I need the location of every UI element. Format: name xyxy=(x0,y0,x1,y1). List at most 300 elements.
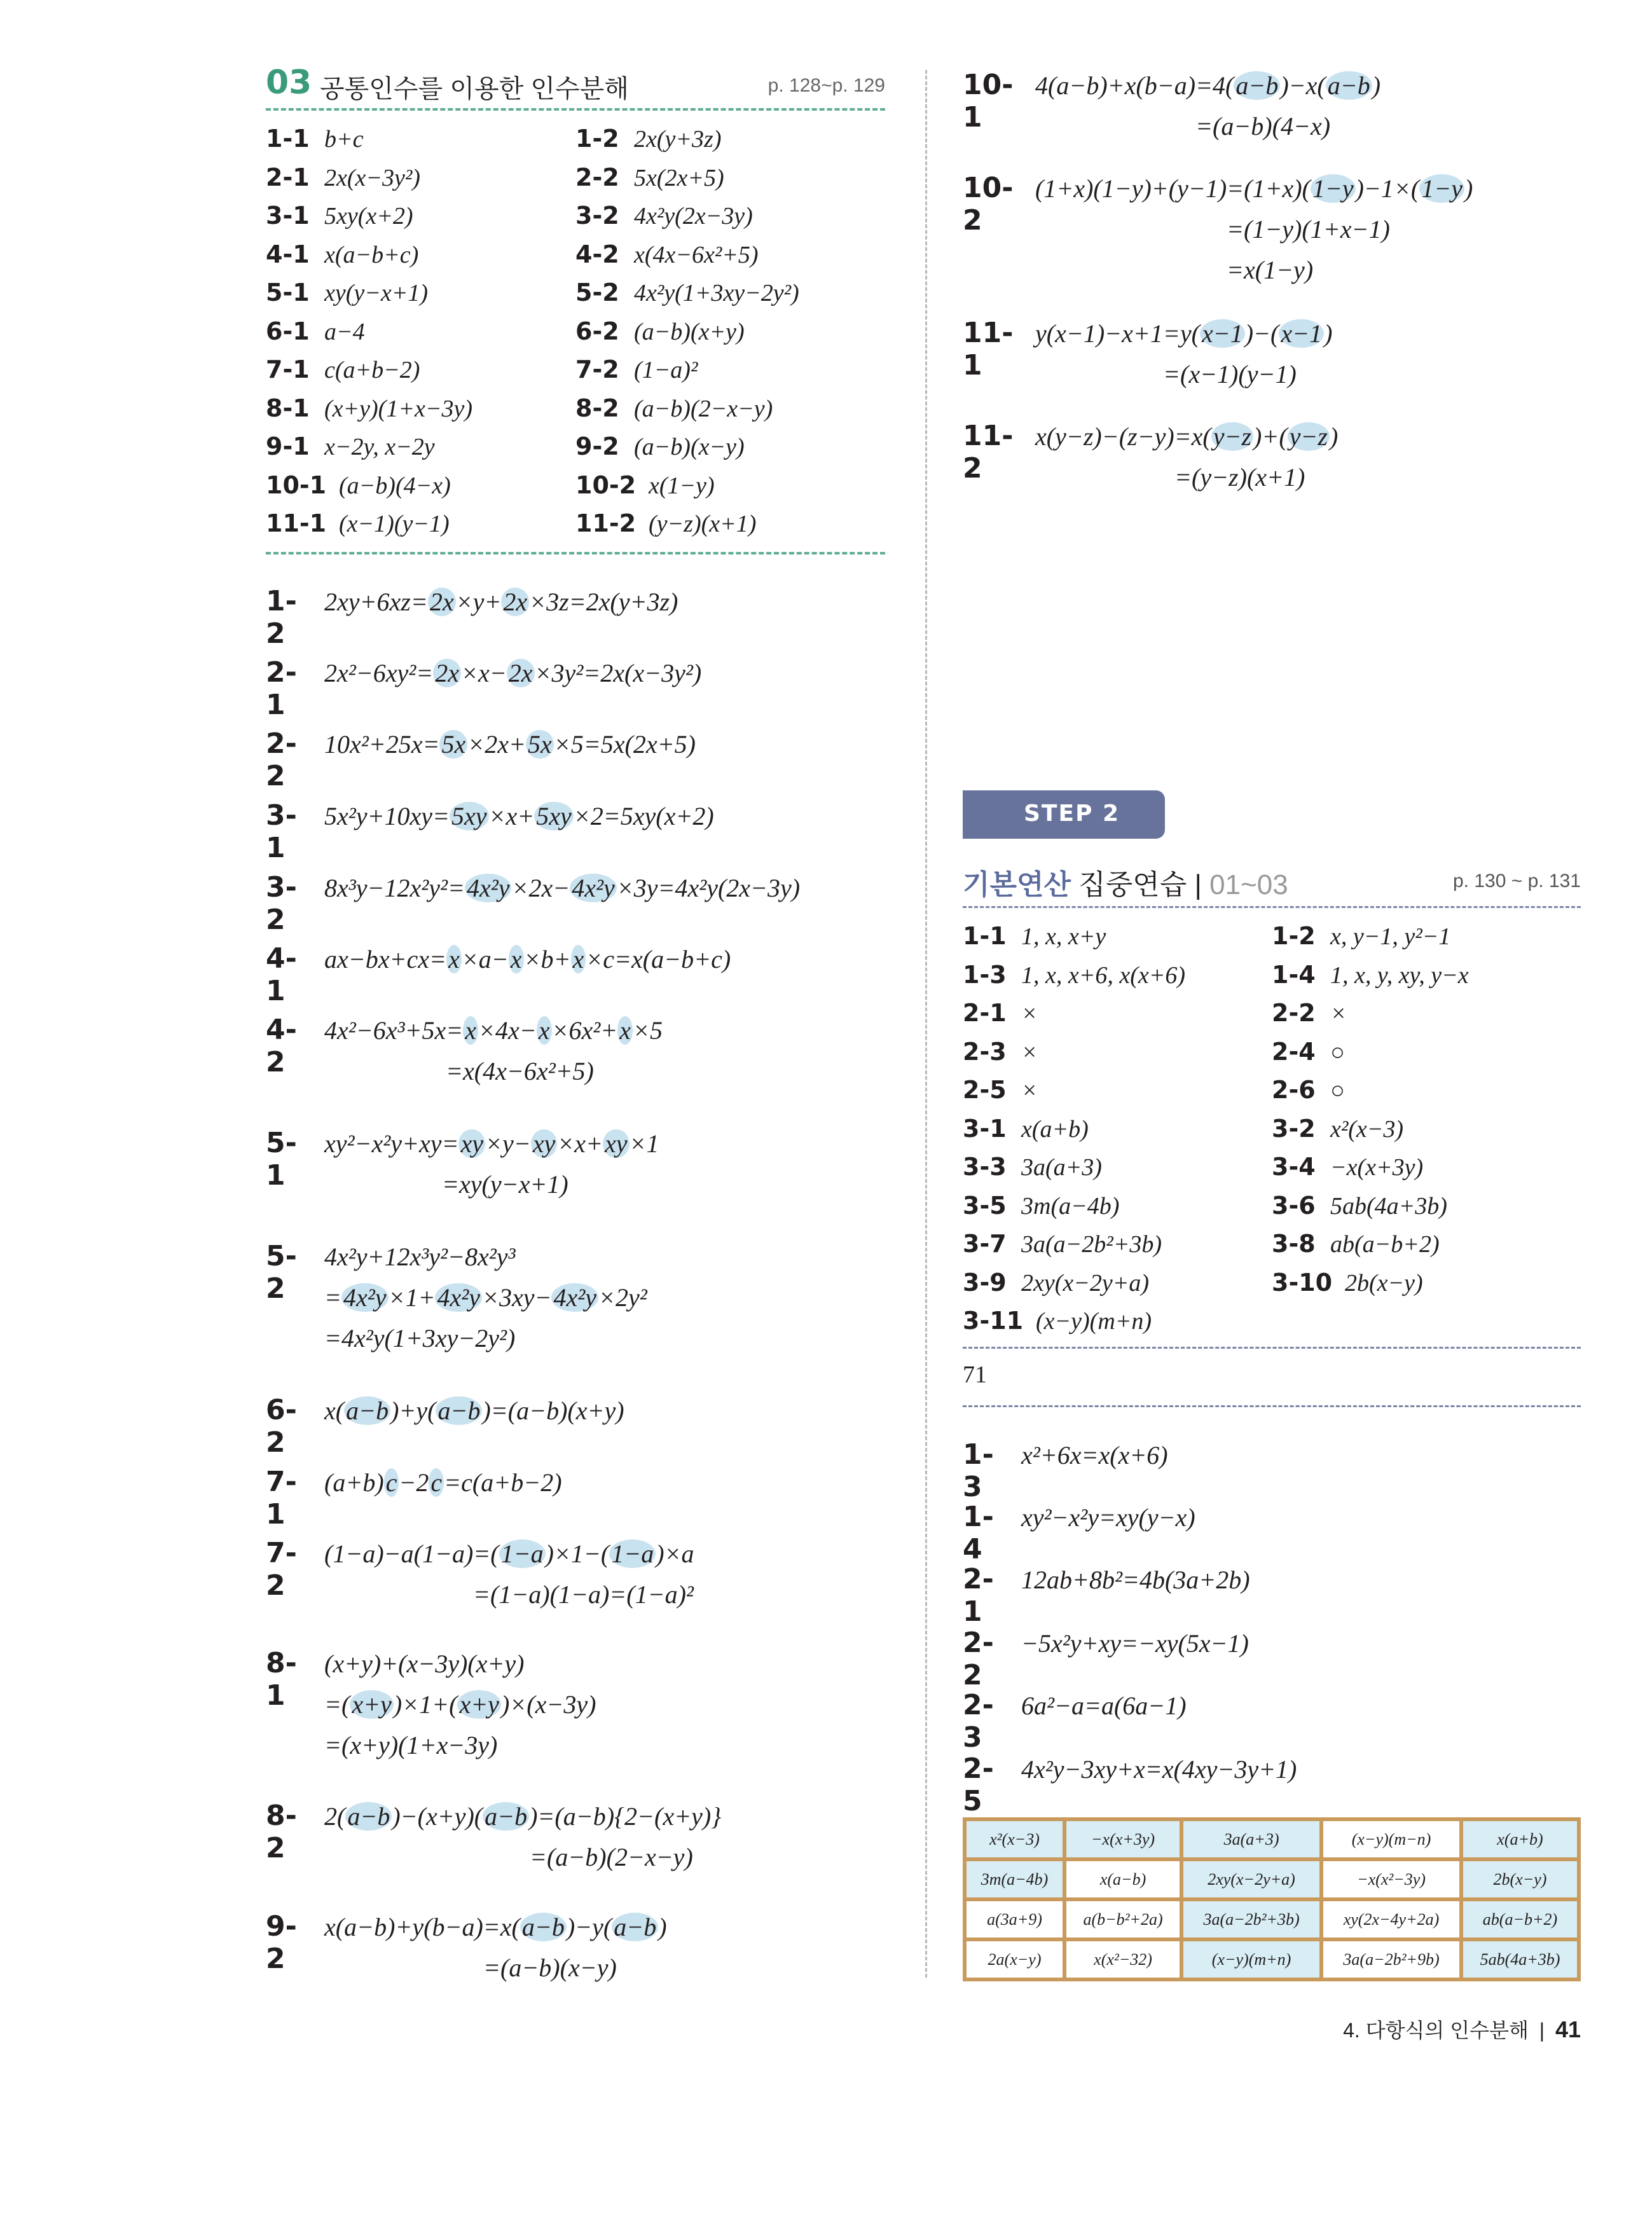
answer-item xyxy=(575,394,773,423)
answer-value: 5x(2x+5) xyxy=(634,164,724,191)
highlighted-term: 5xy xyxy=(450,802,489,830)
answer-value: 4x²y(2x−3y) xyxy=(634,203,753,230)
answer-item xyxy=(1272,1076,1345,1105)
highlighted-term: y−z xyxy=(1211,422,1253,451)
expression-part: 2( xyxy=(324,1802,346,1831)
divider xyxy=(266,108,885,111)
expression-part: ×2y² xyxy=(598,1283,647,1312)
highlighted-term: 2x xyxy=(507,659,535,687)
solution-label: 11-2 xyxy=(963,420,1014,485)
answer-value: (a−b)(x−y) xyxy=(634,434,745,460)
answer-value: (a−b)(4−x) xyxy=(339,472,451,499)
expression-part: =(y−z)(x+1) xyxy=(1174,463,1305,492)
expression-part: )=(a−b){2−(x+y)} xyxy=(529,1802,722,1831)
highlighted-term: a−b xyxy=(483,1802,529,1831)
solution-line xyxy=(1021,1690,1187,1731)
answer-item xyxy=(266,394,472,423)
solution-line xyxy=(1035,214,1473,254)
answer-label: 3-4 xyxy=(1272,1153,1316,1181)
expression-part: ×5=5x(2x+5) xyxy=(553,730,696,759)
solution-label: 3-1 xyxy=(266,799,297,864)
answer-item xyxy=(575,202,753,230)
table-cell: 2a(x−y) xyxy=(965,1939,1064,1979)
table-cell: a(3a+9) xyxy=(965,1899,1064,1939)
step-badge-label: STEP 2 xyxy=(1024,801,1120,827)
answer-item xyxy=(963,961,1185,989)
highlighted-term: 2x xyxy=(428,588,456,616)
answer-label: 5-1 xyxy=(266,279,310,306)
answer-value: 1, x, y, xy, y−x xyxy=(1330,961,1469,989)
table-cell: 3a(a−2b²+3b) xyxy=(1181,1899,1321,1939)
answer-item xyxy=(1272,922,1450,951)
answer-label: 1-2 xyxy=(1272,922,1316,950)
expression-part: ×b+ xyxy=(523,945,571,974)
highlighted-term: a−b xyxy=(344,1396,390,1425)
answer-label: 1-2 xyxy=(575,125,619,153)
answer-value: × xyxy=(1021,1038,1038,1066)
divider xyxy=(963,1347,1581,1349)
highlighted-term: 2x xyxy=(433,659,461,687)
solution-line xyxy=(324,1169,659,1209)
solution-label: 7-2 xyxy=(266,1537,297,1602)
solution-label: 2-1 xyxy=(963,1563,994,1628)
answer-label: 3-1 xyxy=(963,1114,1007,1143)
table-cell: a(b−b²+2a) xyxy=(1064,1899,1181,1939)
answer-label: 7-1 xyxy=(266,355,310,383)
solution-label: 4-2 xyxy=(266,1014,297,1078)
solution-label: 2-2 xyxy=(266,727,297,792)
expression-part: =(a−b)(2−x−y) xyxy=(530,1843,693,1871)
answer-label: 3-5 xyxy=(963,1191,1007,1220)
solution-line xyxy=(1021,1628,1249,1669)
step-badge xyxy=(963,790,1165,839)
highlighted-term: 5xy xyxy=(534,802,574,830)
answer-item xyxy=(963,1115,1089,1143)
expression-part: = xyxy=(324,1283,341,1312)
solution-line xyxy=(324,1128,659,1169)
answer-value: 5ab(4a+3b) xyxy=(1330,1192,1447,1220)
expression-part: ×4x− xyxy=(478,1016,537,1045)
expression-part: ×y− xyxy=(485,1129,531,1158)
expression-part: )−y( xyxy=(566,1913,612,1941)
expression-part: x²+6x=x(x+6) xyxy=(1021,1441,1168,1469)
solution-line xyxy=(1035,318,1332,359)
highlighted-term: c xyxy=(384,1468,399,1497)
solution-label: 1-4 xyxy=(963,1501,994,1566)
page-number: 41 xyxy=(1555,2016,1581,2042)
solution-label: 8-2 xyxy=(266,1800,297,1864)
expression-part: )×(x−3y) xyxy=(500,1690,596,1719)
answer-label: 3-2 xyxy=(575,202,619,230)
solution-line xyxy=(324,1467,562,1508)
solution-label: 2-1 xyxy=(266,656,297,721)
highlighted-term: 5x xyxy=(439,730,467,759)
table-cell: (x−y)(m−n) xyxy=(1321,1819,1461,1859)
solution-line xyxy=(1035,359,1332,399)
solution-lines xyxy=(1035,173,1473,295)
expression-part: y(x−1)−x+1=y( xyxy=(1035,319,1200,348)
solution-lines xyxy=(324,657,701,698)
solution-lines xyxy=(324,1241,647,1363)
solution-line xyxy=(324,801,714,841)
answer-value: x(1−y) xyxy=(649,472,715,499)
solution-line xyxy=(324,657,701,698)
answer-label: 5-2 xyxy=(575,279,619,306)
table-cell: 5ab(4a+3b) xyxy=(1461,1939,1579,1979)
answer-item xyxy=(963,1269,1149,1297)
table-cell: 2xy(x−2y+a) xyxy=(1181,1859,1321,1899)
page-reference: p. 128~p. 129 xyxy=(767,75,885,96)
answer-item xyxy=(266,355,420,384)
table-row xyxy=(965,1939,1579,1979)
table-cell: (x−y)(m+n) xyxy=(1181,1939,1321,1979)
count-value: 71 xyxy=(963,1361,987,1388)
expression-part: −5x²y+xy=−xy(5x−1) xyxy=(1021,1629,1249,1658)
answer-value: (x+y)(1+x−3y) xyxy=(324,395,473,422)
divider xyxy=(266,552,885,554)
table-cell: 2b(x−y) xyxy=(1461,1859,1579,1899)
answer-item xyxy=(266,432,435,461)
solution-line xyxy=(1021,1564,1250,1605)
answer-item xyxy=(266,125,364,153)
solution-line xyxy=(324,872,800,913)
solution-label: 7-1 xyxy=(266,1466,297,1531)
expression-part: ×3y²=2x(x−3y²) xyxy=(534,659,702,687)
highlighted-term: x xyxy=(446,945,462,974)
expression-part: ×y+ xyxy=(455,588,502,616)
answer-item xyxy=(963,922,1106,951)
expression-part: ×5 xyxy=(633,1016,663,1045)
answer-item xyxy=(266,163,420,192)
answer-label: 2-1 xyxy=(963,999,1007,1027)
table-cell: −x(x+3y) xyxy=(1064,1819,1181,1859)
expression-part: =x(1−y) xyxy=(1227,256,1314,284)
step2-heading xyxy=(963,862,1581,900)
answer-item xyxy=(963,1038,1038,1066)
answer-label: 1-1 xyxy=(963,922,1007,950)
answer-label: 3-8 xyxy=(1272,1230,1316,1258)
answer-value: × xyxy=(1021,1077,1038,1104)
highlighted-term: 1−y xyxy=(1311,174,1356,203)
answer-item xyxy=(963,1153,1102,1181)
answer-value: 1, x, x+6, x(x+6) xyxy=(1021,961,1186,989)
expression-part: ×3xy− xyxy=(481,1283,552,1312)
solution-line xyxy=(1035,70,1380,111)
answer-label: 9-1 xyxy=(266,432,310,460)
expression-part: (1−a)−a(1−a)=( xyxy=(324,1539,499,1568)
answer-value: 3a(a−2b²+3b) xyxy=(1021,1231,1162,1258)
highlighted-term: a−b xyxy=(612,1913,658,1941)
answer-value: (1−a)² xyxy=(634,357,698,383)
solution-label: 2-3 xyxy=(963,1689,994,1754)
expression-part: =(a−b)(x−y) xyxy=(483,1953,617,1982)
solution-label: 1-2 xyxy=(266,585,297,650)
answer-value: (x−y)(m+n) xyxy=(1036,1308,1152,1335)
solution-line xyxy=(324,1241,647,1282)
expression-part: =( xyxy=(324,1690,350,1719)
answer-value: 2x(y+3z) xyxy=(634,126,722,153)
solution-line xyxy=(324,586,678,627)
highlighted-term: a−b xyxy=(520,1913,567,1941)
solution-lines xyxy=(324,1801,721,1882)
solution-line xyxy=(1035,173,1473,214)
solution-label: 11-1 xyxy=(963,317,1014,382)
table-cell: x(x²−32) xyxy=(1064,1939,1181,1979)
answer-item xyxy=(266,471,451,500)
answer-item xyxy=(963,1192,1119,1220)
table-cell: 3a(a+3) xyxy=(1181,1819,1321,1859)
answer-value: a−4 xyxy=(324,318,365,345)
answer-value: (a−b)(x+y) xyxy=(634,318,745,345)
solution-lines xyxy=(324,1538,694,1620)
solution-line xyxy=(1021,1440,1168,1480)
solution-label: 4-1 xyxy=(266,942,297,1007)
solution-line xyxy=(324,1911,667,1952)
divider xyxy=(963,906,1581,908)
expression-part: ×1 xyxy=(629,1129,659,1158)
answer-value: 1, x, x+y xyxy=(1021,923,1106,950)
highlighted-term: x xyxy=(537,1016,552,1045)
answer-label: 8-2 xyxy=(575,394,619,422)
solution-lines xyxy=(1021,1440,1168,1480)
solution-lines xyxy=(1021,1564,1250,1605)
answer-item xyxy=(1272,1269,1423,1297)
answer-item xyxy=(963,1307,1152,1335)
answer-value: 5xy(x+2) xyxy=(324,203,413,230)
heading-range: 01~03 xyxy=(1209,869,1288,900)
section-header xyxy=(266,64,885,102)
answer-label: 2-2 xyxy=(1272,999,1316,1027)
solution-lines xyxy=(324,1128,659,1209)
expression-part: =xy(y−x+1) xyxy=(442,1170,568,1199)
answer-label: 2-5 xyxy=(963,1076,1007,1104)
solution-line xyxy=(324,1015,663,1056)
expression-part: (x+y)+(x−3y)(x+y) xyxy=(324,1649,525,1678)
answer-item xyxy=(1272,1153,1423,1181)
solution-lines xyxy=(324,1015,663,1096)
table-row xyxy=(965,1859,1579,1899)
answer-value: (x−1)(y−1) xyxy=(339,511,450,537)
highlighted-term: 4x²y xyxy=(435,1283,482,1312)
expression-part: −2 xyxy=(399,1468,429,1497)
solution-label: 2-5 xyxy=(963,1752,994,1817)
expression-part: 4x²−6x³+5x= xyxy=(324,1016,464,1045)
answer-label: 3-7 xyxy=(963,1230,1007,1258)
answer-label: 2-3 xyxy=(963,1037,1007,1066)
expression-part: 4x²y−3xy+x=x(4xy−3y+1) xyxy=(1021,1755,1297,1784)
section-number: 03 xyxy=(266,64,312,102)
expression-part: 2xy+6xz= xyxy=(324,588,428,616)
solution-line xyxy=(324,1801,721,1841)
answer-item xyxy=(575,355,698,384)
solution-line xyxy=(1035,421,1338,462)
answer-item xyxy=(266,279,428,307)
highlighted-term: 5x xyxy=(526,730,554,759)
table-row xyxy=(965,1899,1579,1939)
answer-label: 3-1 xyxy=(266,202,310,230)
expression-part: ax−bx+cx= xyxy=(324,945,446,974)
answer-item xyxy=(1272,999,1347,1028)
solution-line xyxy=(324,1689,596,1730)
solution-line xyxy=(324,1952,667,1993)
solution-lines xyxy=(324,801,714,841)
highlighted-term: x xyxy=(509,945,524,974)
highlighted-term: a−b xyxy=(1326,71,1372,100)
heading-separator: | xyxy=(1194,869,1202,900)
solution-lines xyxy=(324,586,678,627)
answer-item xyxy=(1272,1038,1345,1066)
expression-part: x(a−b)+y(b−a)=x( xyxy=(324,1913,520,1941)
answer-item xyxy=(963,1076,1038,1105)
highlighted-term: a−b xyxy=(345,1802,392,1831)
answer-value: x−2y, x−2y xyxy=(324,434,435,460)
expression-part: 10x²+25x= xyxy=(324,730,440,759)
solution-lines xyxy=(324,1467,562,1508)
expression-part: ×1+ xyxy=(388,1283,436,1312)
expression-part: ×3z=2x(y+3z) xyxy=(529,588,678,616)
highlighted-term: x+y xyxy=(350,1690,394,1719)
expression-part: )+y( xyxy=(390,1396,436,1425)
expression-part: ×x− xyxy=(461,659,507,687)
answer-value: x²(x−3) xyxy=(1330,1115,1404,1143)
answer-value: 2xy(x−2y+a) xyxy=(1021,1269,1150,1297)
page-reference: p. 130 ~ p. 131 xyxy=(1452,871,1581,891)
solution-line xyxy=(324,1395,624,1436)
answer-item xyxy=(575,279,799,307)
expression-part: =4x²y(1+3xy−2y²) xyxy=(324,1324,516,1352)
expression-part: x(y−z)−(z−y)=x( xyxy=(1035,422,1211,451)
answer-value: 2x(x−3y²) xyxy=(324,164,420,191)
answer-item xyxy=(266,317,365,346)
answer-item xyxy=(575,509,756,538)
expression-part: )+( xyxy=(1253,422,1288,451)
answer-item xyxy=(575,471,715,500)
answer-label: 8-1 xyxy=(266,394,310,422)
answer-value: 3a(a+3) xyxy=(1021,1154,1102,1181)
expression-part: 4x²y+12x³y²−8x²y³ xyxy=(324,1242,516,1271)
answer-item xyxy=(266,509,450,538)
highlighted-term: 4x²y xyxy=(341,1283,389,1312)
answer-item xyxy=(575,240,759,269)
answer-label: 2-2 xyxy=(575,163,619,191)
answer-value: × xyxy=(1021,1000,1038,1027)
highlighted-term: xy xyxy=(531,1129,558,1158)
expression-part: ×a− xyxy=(461,945,509,974)
footer xyxy=(1343,2014,1581,2044)
answer-label: 6-2 xyxy=(575,317,619,345)
table-cell: x(a+b) xyxy=(1461,1819,1579,1859)
answer-label: 3-9 xyxy=(963,1268,1007,1297)
answer-label: 1-1 xyxy=(266,125,310,153)
expression-part: )×1−( xyxy=(545,1539,610,1568)
solution-label: 5-2 xyxy=(266,1240,297,1305)
expression-part: =c(a+b−2) xyxy=(444,1468,562,1497)
answer-label: 4-2 xyxy=(575,240,619,268)
solution-lines xyxy=(1021,1754,1297,1794)
answer-label: 1-4 xyxy=(1272,960,1316,989)
highlighted-term: 4x²y xyxy=(551,1283,598,1312)
expression-part: 12ab+8b²=4b(3a+2b) xyxy=(1021,1566,1250,1594)
expression-part: ×6x²+ xyxy=(551,1016,618,1045)
solution-line xyxy=(1035,254,1473,295)
answer-value: x, y−1, y²−1 xyxy=(1330,923,1451,950)
expression-part: )=(a−b)(x+y) xyxy=(482,1396,624,1425)
expression-part: )−1×( xyxy=(1355,174,1420,203)
expression-part: )×a xyxy=(656,1539,694,1568)
solution-label: 6-2 xyxy=(266,1394,297,1459)
expression-part: =(x+y)(1+x−3y) xyxy=(324,1731,498,1759)
answer-value: ab(a−b+2) xyxy=(1330,1231,1440,1258)
solution-line xyxy=(324,1538,694,1579)
answer-value: ○ xyxy=(1330,1038,1345,1066)
table-cell: 3m(a−4b) xyxy=(965,1859,1064,1899)
answer-table xyxy=(963,1817,1581,1981)
answer-item xyxy=(1272,1115,1403,1143)
expression-part: ) xyxy=(1329,422,1339,451)
highlighted-term: x+y xyxy=(457,1690,501,1719)
expression-part: ) xyxy=(658,1913,667,1941)
answer-item xyxy=(1272,1230,1440,1258)
solution-label: 8-1 xyxy=(266,1647,297,1712)
table-cell: −x(x²−3y) xyxy=(1321,1859,1461,1899)
answer-label: 3-11 xyxy=(963,1307,1024,1335)
solution-label: 3-2 xyxy=(266,871,297,936)
expression-part: ) xyxy=(1464,174,1473,203)
expression-part: ×3y=4x²y(2x−3y) xyxy=(616,874,801,902)
highlighted-term: a−b xyxy=(1234,71,1280,100)
answer-label: 3-3 xyxy=(963,1153,1007,1181)
answer-value: x(a+b) xyxy=(1021,1115,1089,1143)
answer-label: 2-6 xyxy=(1272,1076,1316,1104)
answer-item xyxy=(963,1230,1162,1258)
highlighted-term: x xyxy=(617,1016,633,1045)
solution-lines xyxy=(1021,1690,1187,1731)
expression-part: =(a−b)(4−x) xyxy=(1195,112,1331,141)
expression-part: ×2x+ xyxy=(467,730,526,759)
solution-line xyxy=(324,1730,596,1770)
expression-part: 2x²−6xy²= xyxy=(324,659,434,687)
answer-value: xy(y−x+1) xyxy=(324,280,429,306)
answer-label: 6-1 xyxy=(266,317,310,345)
solution-label: 5-1 xyxy=(266,1127,297,1192)
answer-label: 10-1 xyxy=(266,471,327,499)
solution-label: 10-2 xyxy=(963,172,1014,237)
table-cell: 3a(a−2b²+9b) xyxy=(1321,1939,1461,1979)
answer-label: 3-10 xyxy=(1272,1268,1333,1297)
solution-line xyxy=(324,1282,647,1323)
highlighted-term: x xyxy=(463,1016,478,1045)
solution-line xyxy=(1035,111,1380,151)
solution-line xyxy=(324,1323,647,1363)
answer-value: b+c xyxy=(324,126,364,153)
divider xyxy=(963,1405,1581,1407)
highlighted-term: 2x xyxy=(501,588,529,616)
answer-label: 7-2 xyxy=(575,355,619,383)
solution-line xyxy=(324,1841,721,1882)
answer-item xyxy=(575,163,724,192)
expression-part: ×2=5xy(x+2) xyxy=(573,802,714,830)
solution-label: 10-1 xyxy=(963,69,1014,134)
table-cell: xy(2x−4y+2a) xyxy=(1321,1899,1461,1939)
highlighted-term: x−1 xyxy=(1200,319,1245,348)
expression-part: ×c=x(a−b+c) xyxy=(586,945,731,974)
expression-part: =(x−1)(y−1) xyxy=(1163,360,1297,389)
expression-part: )−(x+y)( xyxy=(392,1802,483,1831)
answer-label: 11-2 xyxy=(575,509,637,537)
answer-label: 1-3 xyxy=(963,960,1007,989)
footer-separator: | xyxy=(1539,2019,1545,2042)
answer-item xyxy=(575,317,745,346)
